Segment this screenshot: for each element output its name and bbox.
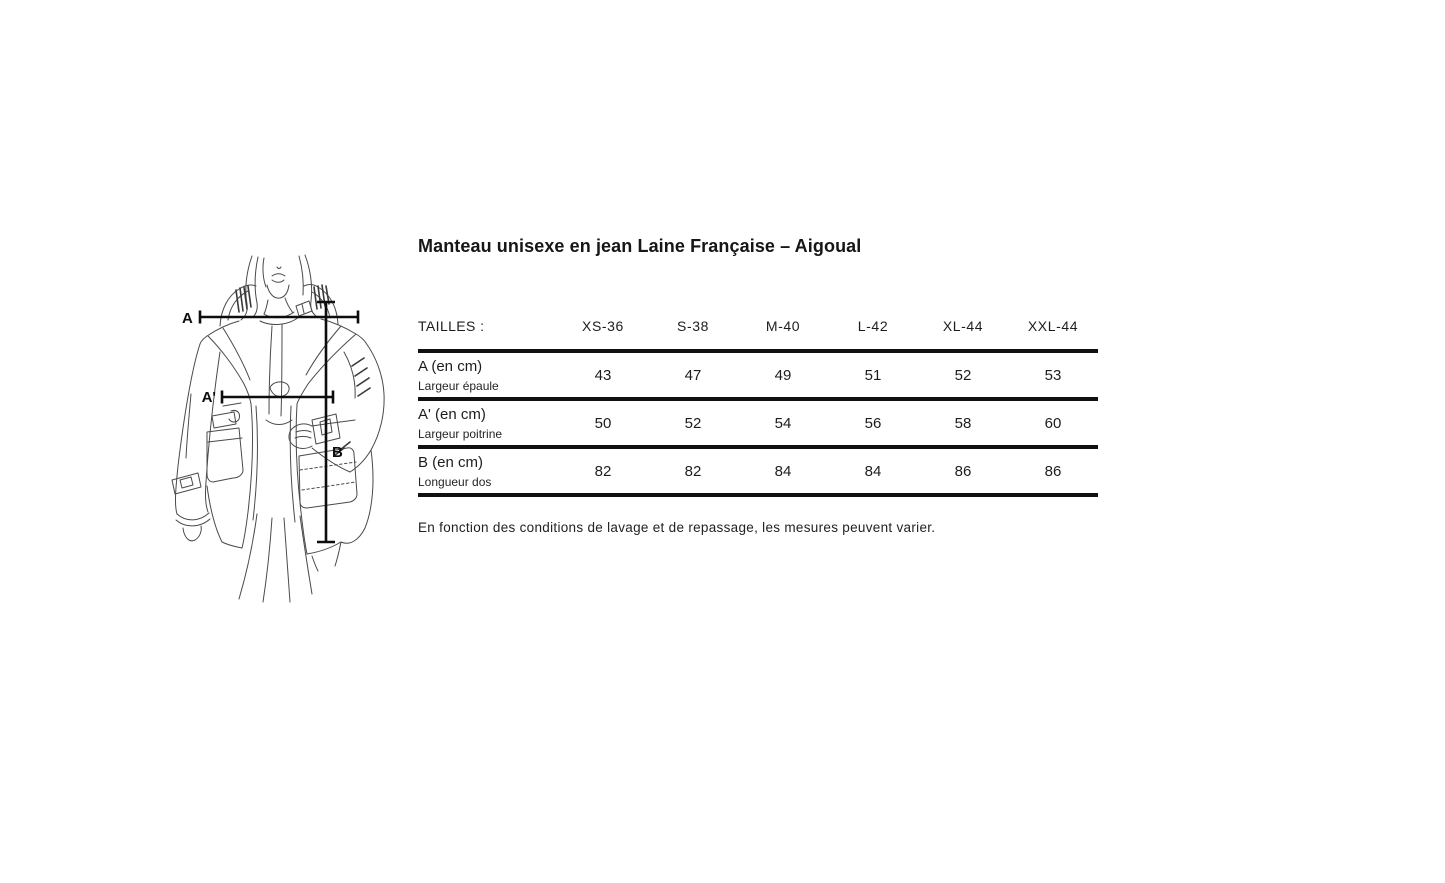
- size-table: [418, 303, 1098, 497]
- coat-body: [172, 319, 384, 602]
- value-cell: 86: [1044, 462, 1062, 480]
- value-cell: 84: [774, 462, 792, 480]
- value-cell: 54: [774, 414, 792, 432]
- size-column-l: L-42: [857, 318, 889, 334]
- coat-sketch: [160, 254, 396, 606]
- value-cell: 51: [864, 366, 882, 384]
- row-label: B (en cm): [418, 453, 484, 471]
- value-cell: 86: [954, 462, 972, 480]
- row-label: A (en cm): [418, 357, 483, 375]
- row-label-cell: [418, 351, 558, 399]
- value-cell: 56: [864, 414, 882, 432]
- table-row-shoulder: [418, 351, 1098, 399]
- size-column-s: S-38: [677, 318, 709, 334]
- table-row-back-length: [418, 447, 1098, 495]
- value-cell: 49: [774, 366, 792, 384]
- care-variation-note: En fonction des conditions de lavage et de repassage, les mesures peuvent varier.: [418, 520, 936, 535]
- size-guide-content: [418, 236, 1100, 536]
- value-cell: 53: [1044, 366, 1062, 384]
- measure-label-a-prime: A': [201, 389, 216, 406]
- value-cell: 43: [594, 366, 612, 384]
- measure-label-a: A: [182, 310, 193, 327]
- hood-shading: [236, 285, 329, 312]
- row-label-cell: [418, 447, 558, 495]
- size-column-xxl: XXL-44: [1027, 318, 1079, 334]
- value-cell: 52: [954, 366, 972, 384]
- tailles-header-label: TAILLES :: [418, 318, 485, 334]
- size-column-xs: XS-36: [582, 318, 624, 334]
- measurement-lines: [200, 302, 358, 542]
- size-column-m: M-40: [765, 318, 801, 334]
- row-label-cell: [418, 399, 558, 447]
- row-sublabel: Largeur poitrine: [418, 426, 503, 441]
- value-cell: 52: [684, 414, 702, 432]
- table-row-chest: [418, 399, 1098, 447]
- size-table-header-row: [418, 303, 1098, 351]
- row-sublabel: Largeur épaule: [418, 378, 499, 393]
- value-cell: 84: [864, 462, 882, 480]
- value-cell: 82: [594, 462, 612, 480]
- coat-measurement-illustration: [160, 254, 396, 606]
- size-column-xl: XL-44: [942, 318, 984, 334]
- page-title: Manteau unisexe en jean Laine Française – Aigoual: [418, 236, 862, 256]
- sleeve-shading: [334, 358, 370, 456]
- row-label: A' (en cm): [418, 405, 486, 423]
- value-cell: 47: [684, 366, 702, 384]
- value-cell: 58: [954, 414, 972, 432]
- value-cell: 60: [1044, 414, 1062, 432]
- value-cell: 50: [594, 414, 612, 432]
- value-cell: 82: [684, 462, 702, 480]
- measure-label-b: B: [332, 444, 343, 461]
- row-sublabel: Longueur dos: [418, 474, 492, 489]
